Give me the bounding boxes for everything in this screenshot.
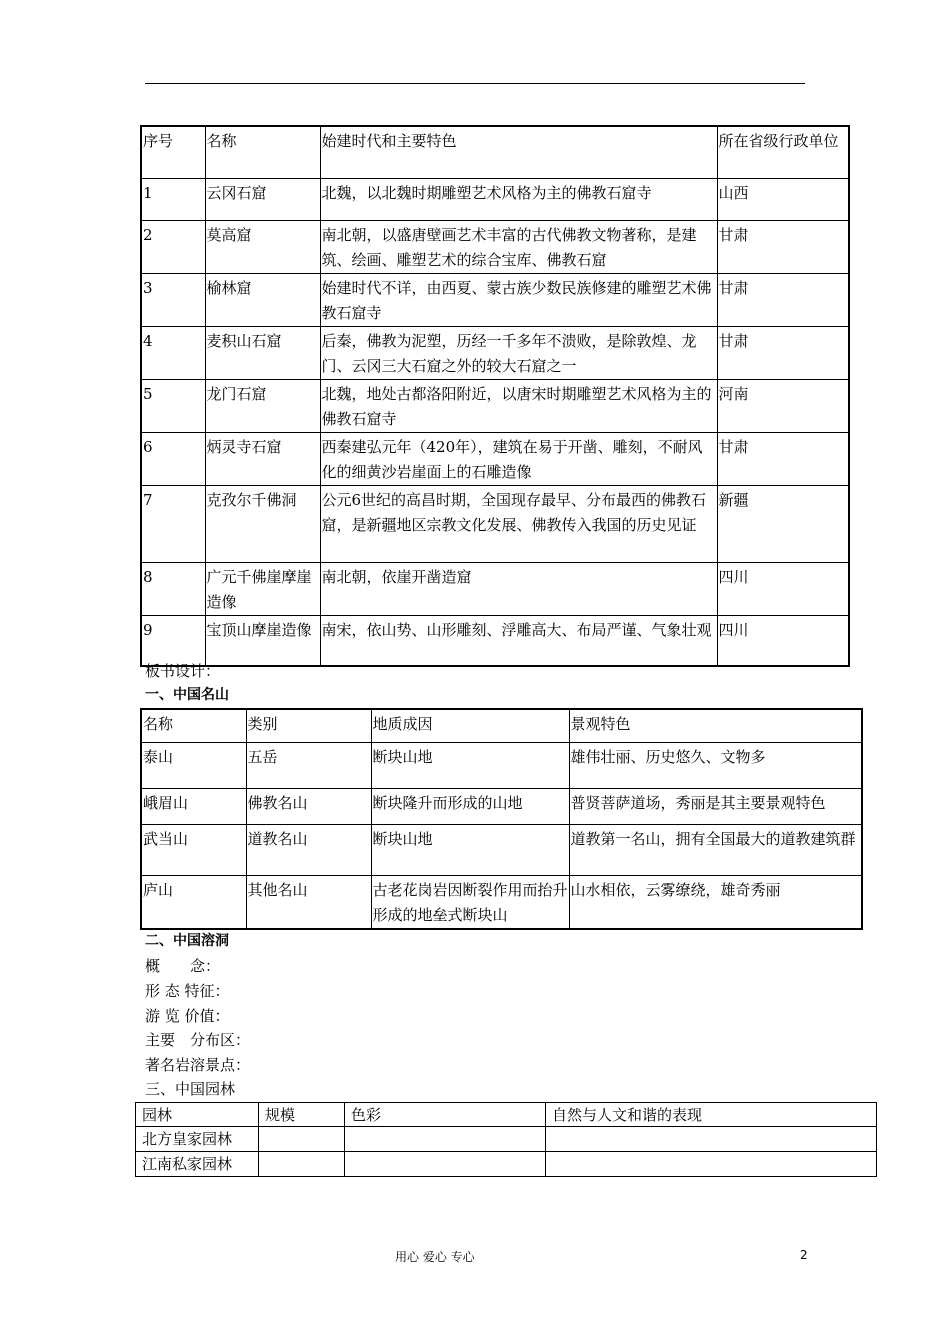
gardens-table xyxy=(135,1102,877,1177)
caves-item-distribution: 主要 分布区： xyxy=(145,1031,251,1049)
cell-garden: 北方皇家园林 xyxy=(136,1127,259,1152)
cell-description: 北魏，地处古都洛阳附近，以唐宋时期雕塑艺术风格为主的佛教石窟寺 xyxy=(320,379,717,432)
header-cell: 所在省级行政单位 xyxy=(717,126,849,178)
cell-category: 佛教名山 xyxy=(246,788,371,824)
cell-description: 南宋，依山势、山形雕刻、浮雕高大、布局严谨、气象壮观 xyxy=(320,615,717,666)
cell-description: 北魏，以北魏时期雕塑艺术风格为主的佛教石窟寺 xyxy=(320,178,717,220)
cell-description: 后秦，佛教为泥塑，历经一千多年不溃败，是除敦煌、龙门、云冈三大石窟之外的较大石窟之一 xyxy=(320,326,717,379)
cell-name: 克孜尔千佛洞 xyxy=(205,485,320,562)
header-cell: 色彩 xyxy=(345,1103,546,1127)
cell-province: 甘肃 xyxy=(717,220,849,273)
table-header-row xyxy=(141,709,862,742)
cell-landscape: 普贤菩萨道场，秀丽是其主要景观特色 xyxy=(569,788,862,824)
header-cell: 园林 xyxy=(136,1103,259,1127)
cell-province: 甘肃 xyxy=(717,432,849,485)
cell-scale xyxy=(259,1127,345,1152)
table-row xyxy=(141,562,849,615)
cell-category: 其他名山 xyxy=(246,875,371,929)
header-cell: 名称 xyxy=(141,709,246,742)
cell-province: 甘肃 xyxy=(717,273,849,326)
cell-name: 炳灵寺石窟 xyxy=(205,432,320,485)
table-row xyxy=(141,615,849,666)
cell-name: 泰山 xyxy=(141,742,246,788)
header-rule xyxy=(145,83,805,84)
table-row xyxy=(141,220,849,273)
caves-item-form: 形 态 特征： xyxy=(145,982,230,1000)
cell-category: 道教名山 xyxy=(246,824,371,875)
cell-province: 四川 xyxy=(717,562,849,615)
table-row xyxy=(136,1152,877,1177)
table-row xyxy=(136,1127,877,1152)
cell-name: 龙门石窟 xyxy=(205,379,320,432)
cell-name: 莫高窟 xyxy=(205,220,320,273)
cell-harmony xyxy=(546,1152,877,1177)
table-header-row xyxy=(141,126,849,178)
cell-province: 新疆 xyxy=(717,485,849,562)
caves-item-concept: 概 念： xyxy=(145,957,221,975)
table-row xyxy=(141,788,862,824)
cell-description: 始建时代不详，由西夏、蒙古族少数民族修建的雕塑艺术佛教石窟寺 xyxy=(320,273,717,326)
header-cell: 序号 xyxy=(141,126,205,178)
cell-color xyxy=(345,1127,546,1152)
cell-index: 1 xyxy=(141,178,205,220)
cell-province: 山西 xyxy=(717,178,849,220)
caves-item-value: 游 览 价值： xyxy=(145,1007,230,1025)
header-cell: 始建时代和主要特色 xyxy=(320,126,717,178)
cell-name: 峨眉山 xyxy=(141,788,246,824)
section-title-mountains: 一、中国名山 xyxy=(145,687,229,703)
cell-harmony xyxy=(546,1127,877,1152)
table-row xyxy=(141,326,849,379)
cell-garden: 江南私家园林 xyxy=(136,1152,259,1177)
cell-index: 4 xyxy=(141,326,205,379)
cell-index: 9 xyxy=(141,615,205,666)
cell-geology: 断块隆升而形成的山地 xyxy=(371,788,569,824)
table-row xyxy=(141,379,849,432)
cell-province: 河南 xyxy=(717,379,849,432)
cell-name: 广元千佛崖摩崖造像 xyxy=(205,562,320,615)
grottoes-table xyxy=(140,125,850,667)
cell-index: 3 xyxy=(141,273,205,326)
cell-index: 7 xyxy=(141,485,205,562)
cell-province: 四川 xyxy=(717,615,849,666)
table-row xyxy=(141,178,849,220)
cell-description: 西秦建弘元年（420年），建筑在易于开凿、雕刻，不耐风化的细黄沙岩崖面上的石雕造像 xyxy=(320,432,717,485)
header-cell: 自然与人文和谐的表现 xyxy=(546,1103,877,1127)
header-cell: 名称 xyxy=(205,126,320,178)
table-row xyxy=(141,824,862,875)
cell-index: 2 xyxy=(141,220,205,273)
section-title-gardens: 三、中国园林 xyxy=(145,1080,236,1098)
cell-description: 公元6世纪的高昌时期，全国现存最早、分布最西的佛教石窟，是新疆地区宗教文化发展、佛教传入我国的历史见证 xyxy=(320,485,717,562)
header-cell: 地质成因 xyxy=(371,709,569,742)
cell-index: 6 xyxy=(141,432,205,485)
cell-landscape: 山水相依，云雾缭绕，雄奇秀丽 xyxy=(569,875,862,929)
table-row xyxy=(141,273,849,326)
cell-description: 南北朝，以盛唐壁画艺术丰富的古代佛教文物著称，是建筑、绘画、雕塑艺术的综合宝库、佛教石窟 xyxy=(320,220,717,273)
cell-geology: 断块山地 xyxy=(371,742,569,788)
page-number: 2 xyxy=(800,1248,808,1262)
table-row xyxy=(141,485,849,562)
section-title-caves: 二、中国溶洞 xyxy=(145,933,229,949)
cell-index: 5 xyxy=(141,379,205,432)
cell-name: 武当山 xyxy=(141,824,246,875)
cell-name: 榆林窟 xyxy=(205,273,320,326)
caves-item-scenic-spots: 著名岩溶景点： xyxy=(145,1056,251,1074)
cell-name: 麦积山石窟 xyxy=(205,326,320,379)
cell-description: 南北朝，依崖开凿造窟 xyxy=(320,562,717,615)
header-cell: 规模 xyxy=(259,1103,345,1127)
table-header-row xyxy=(136,1103,877,1127)
cell-scale xyxy=(259,1152,345,1177)
mountains-table xyxy=(140,708,863,930)
cell-index: 8 xyxy=(141,562,205,615)
cell-geology: 断块山地 xyxy=(371,824,569,875)
cell-geology: 古老花岗岩因断裂作用而抬升形成的地垒式断块山 xyxy=(371,875,569,929)
cell-name: 宝顶山摩崖造像 xyxy=(205,615,320,666)
cell-province: 甘肃 xyxy=(717,326,849,379)
cell-landscape: 雄伟壮丽、历史悠久、文物多 xyxy=(569,742,862,788)
cell-name: 庐山 xyxy=(141,875,246,929)
table-row xyxy=(141,742,862,788)
cell-category: 五岳 xyxy=(246,742,371,788)
footer-text: 用心 爱心 专心 xyxy=(395,1250,475,1264)
cell-landscape: 道教第一名山，拥有全国最大的道教建筑群 xyxy=(569,824,862,875)
board-design-title: 板书设计： xyxy=(145,662,221,680)
header-cell: 类别 xyxy=(246,709,371,742)
cell-color xyxy=(345,1152,546,1177)
header-cell: 景观特色 xyxy=(569,709,862,742)
table-row xyxy=(141,432,849,485)
table-row xyxy=(141,875,862,929)
cell-name: 云冈石窟 xyxy=(205,178,320,220)
